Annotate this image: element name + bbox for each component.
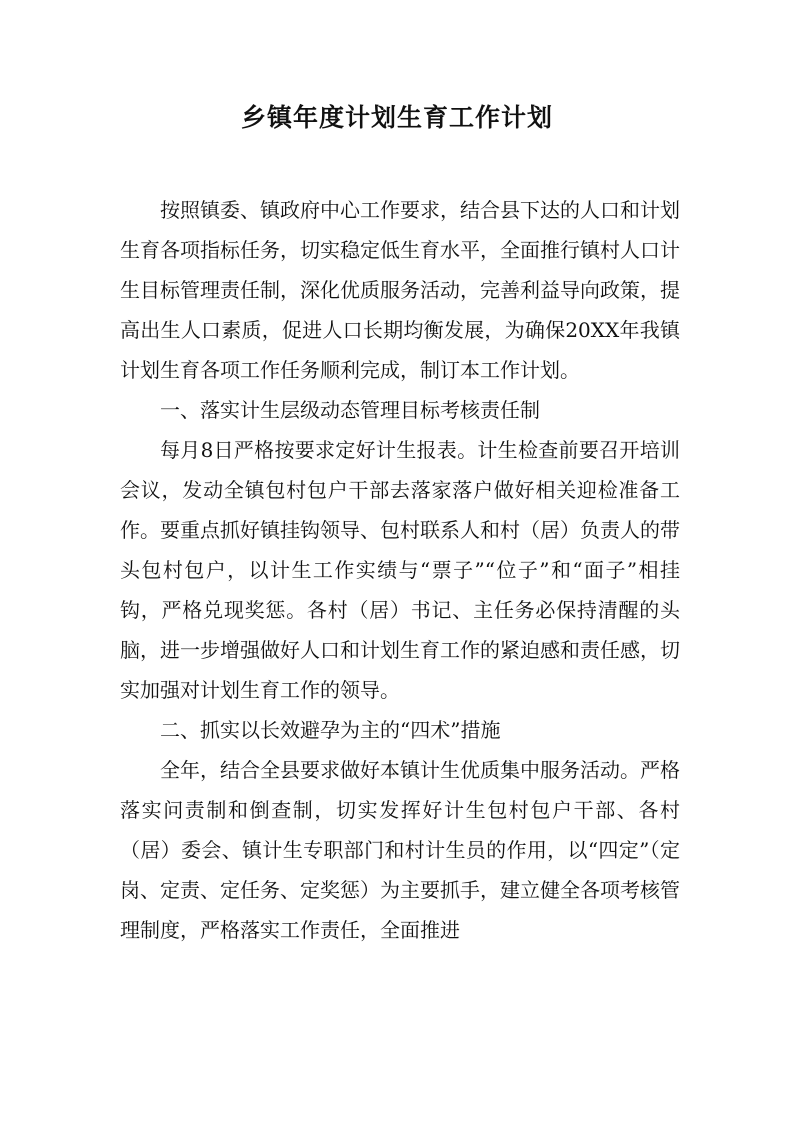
document-title: 乡镇年度计划生育工作计划	[240, 103, 553, 132]
document-body	[120, 190, 680, 950]
intro-paragraph: 按照镇委、镇政府中心工作要求，结合县下达的人口和计划生育各项指标任务，切实稳定低生育水平，全面推行镇村人口计生目标管理责任制，深化优质服务活动，完善利益导向政策，提高出生人口素质，促进人口长期均衡发展，为确保20XX年我镇计划生育各项工作任务顺利完成，制订本工作计划。	[120, 198, 680, 382]
section-heading-2: 二、抓实以长效避孕为主的“四术”措施	[160, 718, 501, 742]
section-heading-1: 一、落实计生层级动态管理目标考核责任制	[160, 398, 540, 422]
section-1-paragraph: 每月8日严格按要求定好计生报表。计生检查前要召开培训会议，发动全镇包村包户干部去落家落户做好相关迎检准备工作。要重点抓好镇挂钩领导、包村联系人和村（居）负责人的带头包村包户，以计生工作实绩与“票子”“位子”和“面子”相挂钩，严格兑现奖惩。各村（居）书记、主任务必保持清醒的头脑，进一步增强做好人口和计划生育工作的紧迫感和责任感，切实加强对计划生育工作的领导。	[120, 438, 680, 702]
section-2-paragraph: 全年，结合全县要求做好本镇计生优质集中服务活动。严格落实问责制和倒查制，切实发挥好计生包村包户干部、各村（居）委会、镇计生专职部门和村计生员的作用，以“四定”（定岗、定责、定任务、定奖惩）为主要抓手，建立健全各项考核管理制度，严格落实工作责任，全面推进	[120, 758, 680, 942]
